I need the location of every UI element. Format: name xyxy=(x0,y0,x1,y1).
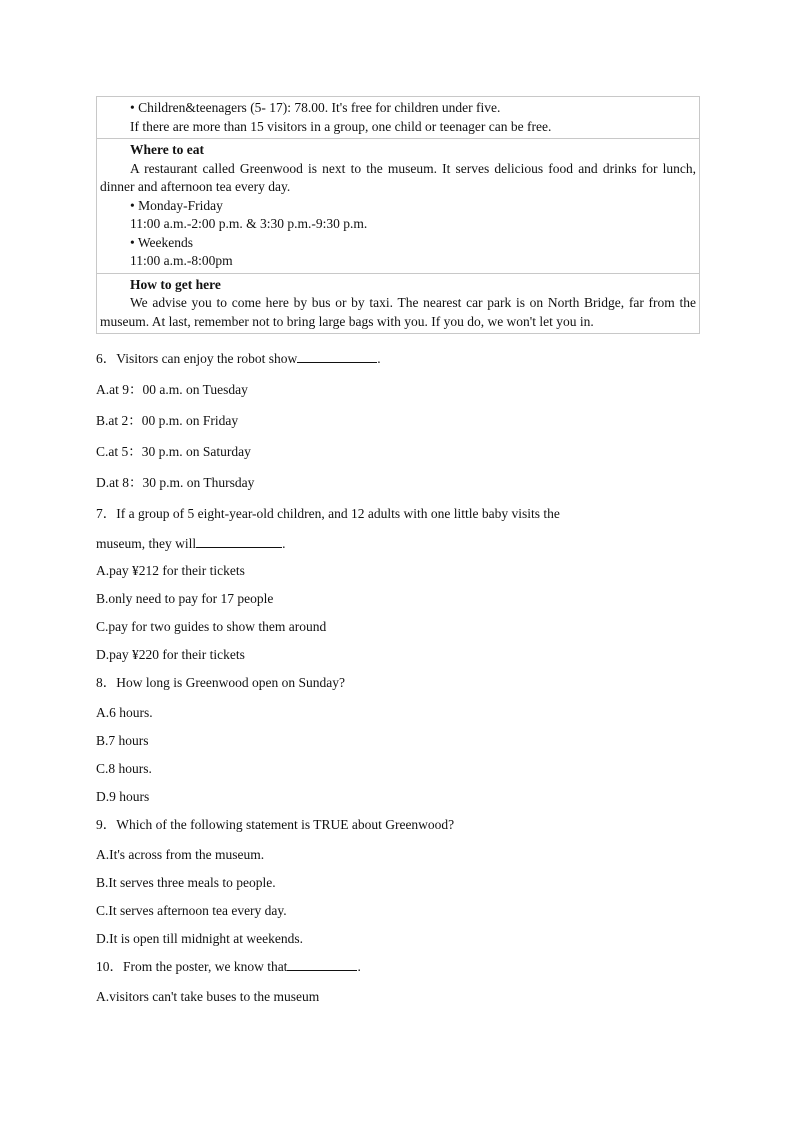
question-8-stem: 8．How long is Greenwood open on Sunday? xyxy=(96,675,345,690)
question-9 xyxy=(96,814,706,950)
weekday-hours: 11:00 a.m.-2:00 p.m. & 3:30 p.m.-9:30 p.m. xyxy=(130,216,368,231)
question-9-stem: 9．Which of the following statement is TRUE about Greenwood? xyxy=(96,817,455,832)
option-b: B.7 hours xyxy=(96,733,149,748)
option-c: C.pay for two guides to show them around xyxy=(96,619,327,634)
weekend-hours: 11:00 a.m.-8:00pm xyxy=(130,253,233,268)
question-7 xyxy=(96,503,706,666)
restaurant-description: A restaurant called Greenwood is next to the museum. It serves delicious food and drinks for lunch, dinner and afternoon tea every day. xyxy=(100,160,696,194)
option-b: B.at 2：00 p.m. on Friday xyxy=(96,413,239,428)
transport-advice: We advise you to come here by bus or by taxi. The nearest car park is on North Bridge, far from the museum. At last, remember not to bring large bags with you. If you do, we won't let you in. xyxy=(100,295,696,329)
poster-table xyxy=(96,96,700,334)
option-a: A.pay ¥212 for their tickets xyxy=(96,563,245,578)
question-10-stem: 10．From the poster, we know that . xyxy=(96,959,361,974)
question-8 xyxy=(96,672,706,808)
option-a: A.at 9：00 a.m. on Tuesday xyxy=(96,382,248,397)
children-teenagers-price: • Children&teenagers (5- 17): 78.00. It's free for children under five. xyxy=(130,100,501,115)
option-c: C.8 hours. xyxy=(96,761,152,776)
question-10 xyxy=(96,956,706,1008)
question-7-stem-cont: museum, they will . xyxy=(96,536,286,551)
question-6 xyxy=(96,348,706,494)
question-7-stem: 7．If a group of 5 eight-year-old children, and 12 adults with one little baby visits the xyxy=(96,506,560,521)
answer-blank xyxy=(196,535,282,548)
option-b: B.only need to pay for 17 people xyxy=(96,591,274,606)
option-d: D.at 8：30 p.m. on Thursday xyxy=(96,475,255,490)
option-d: D.9 hours xyxy=(96,789,150,804)
option-a: A.6 hours. xyxy=(96,705,153,720)
option-c: C.at 5：30 p.m. on Saturday xyxy=(96,444,251,459)
option-a: A.visitors can't take buses to the museum xyxy=(96,989,320,1004)
answer-blank xyxy=(297,350,377,363)
how-to-get-here-cell xyxy=(97,273,700,334)
where-to-eat-cell xyxy=(97,139,700,274)
answer-blank xyxy=(287,958,357,971)
ticket-info-cell xyxy=(97,97,700,139)
question-list xyxy=(96,348,706,1008)
option-d: D.It is open till midnight at weekends. xyxy=(96,931,303,946)
option-c: C.It serves afternoon tea every day. xyxy=(96,903,287,918)
table-row-how-to-get-here xyxy=(97,273,700,334)
weekend-label: • Weekends xyxy=(130,234,193,250)
how-to-get-here-heading: How to get here xyxy=(130,276,221,292)
table-row-where-to-eat xyxy=(97,139,700,274)
question-6-stem: 6．Visitors can enjoy the robot show . xyxy=(96,351,381,366)
table-row-ticket-info xyxy=(97,97,700,139)
option-d: D.pay ¥220 for their tickets xyxy=(96,647,245,662)
option-b: B.It serves three meals to people. xyxy=(96,875,276,890)
where-to-eat-heading: Where to eat xyxy=(130,142,204,157)
weekday-label: • Monday-Friday xyxy=(130,197,223,213)
group-discount-note: If there are more than 15 visitors in a group, one child or teenager can be free. xyxy=(130,118,552,134)
option-a: A.It's across from the museum. xyxy=(96,847,265,862)
